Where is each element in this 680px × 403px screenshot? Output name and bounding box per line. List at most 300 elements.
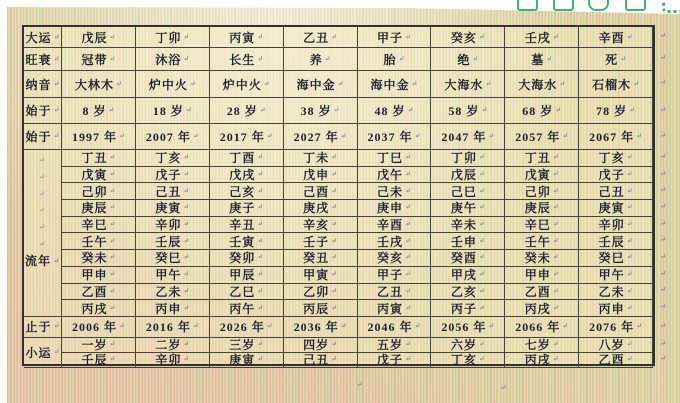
cell-xiaoyun-ganzhi-c8-text: 乙酉 [598, 353, 625, 368]
cell-liunian-c2-r7-text: 癸巳 [155, 251, 182, 266]
cell-liunian-c6-r6 [431, 233, 505, 250]
cell-liunian-c2-r2-text: 戊子 [155, 168, 182, 183]
cell-liunian-c8-r9 [579, 284, 653, 301]
cell-liunian-c5-r4-text: 庚申 [376, 201, 403, 216]
row-label-dayun [24, 27, 62, 48]
cell-dayun-c7 [505, 27, 579, 48]
cell-liunian-c8-r1 [579, 150, 653, 167]
paragraph-mark: ↵ [659, 185, 667, 195]
cell-xiaoyun-age-c7 [505, 338, 579, 353]
cell-nayin-c3 [210, 71, 284, 98]
cell-liunian-c4-r8-text: 甲寅 [303, 268, 330, 283]
paragraph-mark: ↵ [659, 168, 667, 178]
cell-liunian-c2-r4-text: 庚寅 [155, 201, 182, 216]
cell-liunian-c6-r4 [431, 200, 505, 217]
paragraph-mark: ↵ [659, 268, 667, 278]
cell-nayin-c1 [62, 71, 136, 98]
cell-wangshuai-c5 [358, 48, 432, 71]
cell-liunian-c8-r10 [579, 300, 653, 317]
cell-nayin-c8-text: 石榴木 [592, 77, 632, 92]
row-label-start-age-text: 始于 [25, 104, 52, 118]
row-label-nayin-text: 纳音 [25, 77, 52, 92]
cell-liunian-c4-r10 [284, 300, 358, 317]
cell-liunian-c4-r9-text: 乙卯 [303, 284, 330, 299]
row-label-wangshuai [24, 48, 62, 71]
cell-xiaoyun-ganzhi-c8 [579, 353, 653, 368]
paragraph-mark: ↵ [659, 201, 667, 211]
cell-xiaoyun-age-c6 [431, 338, 505, 353]
cell-liunian-c6-r3-text: 己巳 [450, 184, 477, 199]
cell-liunian-c6-r9-text: 乙亥 [450, 284, 477, 299]
cell-liunian-c1-r7 [62, 250, 136, 267]
cell-liunian-c3-r7-text: 癸卯 [229, 251, 256, 266]
paragraph-mark: ↵ [356, 380, 363, 389]
cell-liunian-c3-r6-text: 壬寅 [229, 234, 256, 249]
cell-liunian-c6-r10 [431, 300, 505, 317]
cell-xiaoyun-age-c1 [62, 338, 136, 353]
paragraph-mark: ↵ [659, 104, 667, 114]
cell-wangshuai-c1 [62, 48, 136, 71]
cell-liunian-c5-r9 [358, 284, 432, 301]
cell-liunian-c7-r8 [505, 267, 579, 284]
cell-nayin-c8 [579, 71, 653, 98]
cell-liunian-c6-r1 [431, 150, 505, 167]
save-icon[interactable] [517, 0, 538, 11]
cell-wangshuai-c3-text: 长生 [229, 52, 256, 67]
cell-end-year-c2-text: 2016 年 [145, 320, 191, 335]
cell-start-year-c3-text: 2017 年 [219, 130, 265, 144]
cell-start-age-c6-text: 58 岁 [448, 104, 480, 118]
cell-liunian-c3-r1-text: 丁酉 [229, 151, 256, 166]
cell-end-year-c3-text: 2026 年 [219, 320, 265, 335]
cell-start-year-c4-text: 2027 年 [293, 130, 339, 144]
cell-liunian-c8-r10-text: 丙申 [598, 301, 625, 316]
cell-wangshuai-c5-text: 胎 [383, 52, 397, 67]
cell-nayin-c2-text: 炉中火 [148, 77, 188, 92]
cell-liunian-c8-r7 [579, 250, 653, 267]
cell-liunian-c2-r1 [136, 150, 210, 167]
cell-nayin-c7-text: 大海水 [518, 77, 558, 92]
cell-liunian-c4-r1 [284, 150, 358, 167]
cell-dayun-c3-text: 丙寅 [229, 30, 256, 45]
share-icon[interactable] [625, 0, 646, 11]
cell-liunian-c1-r5-text: 辛巳 [81, 218, 108, 233]
paragraph-mark: ↵ [659, 320, 667, 330]
cell-xiaoyun-age-c5 [358, 338, 432, 353]
cell-xiaoyun-age-c8 [579, 338, 653, 353]
cell-xiaoyun-age-c4-text: 四岁 [303, 338, 330, 353]
paragraph-mark: ↵ [659, 53, 667, 62]
cell-liunian-c1-r10 [62, 300, 136, 317]
cell-liunian-c5-r2 [358, 167, 432, 184]
cell-dayun-c6-text: 癸亥 [450, 30, 477, 45]
cell-liunian-c6-r4-text: 庚午 [450, 201, 477, 216]
paragraph-mark: ↵ [659, 218, 667, 228]
cell-wangshuai-c8 [579, 48, 653, 71]
cell-liunian-c1-r2-text: 戊寅 [81, 168, 108, 183]
cell-liunian-c4-r5 [284, 217, 358, 234]
cell-liunian-c3-r2 [210, 167, 284, 184]
cell-liunian-c6-r7-text: 癸酉 [450, 251, 477, 266]
cell-liunian-c5-r10-text: 丙寅 [376, 301, 403, 316]
cell-liunian-c1-r4-text: 庚辰 [81, 201, 108, 216]
cell-liunian-c2-r4 [136, 200, 210, 217]
cell-liunian-c7-r10 [505, 300, 579, 317]
cell-liunian-c3-r7 [210, 250, 284, 267]
cell-nayin-c6 [431, 71, 505, 98]
cell-end-year-c5-text: 2046 年 [367, 320, 413, 335]
cell-start-year-c1 [62, 124, 136, 150]
cell-liunian-c4-r2 [284, 167, 358, 184]
cell-liunian-c4-r8 [284, 267, 358, 284]
cell-liunian-c7-r4-text: 庚辰 [524, 201, 551, 216]
cell-liunian-c5-r8 [358, 267, 432, 284]
cell-start-year-c5-text: 2037 年 [367, 130, 413, 144]
cell-liunian-c8-r2-text: 戊子 [598, 168, 625, 183]
cell-xiaoyun-age-c3 [210, 338, 284, 353]
cell-start-age-c6 [431, 98, 505, 124]
cell-liunian-c8-r4-text: 庚寅 [598, 201, 625, 216]
cell-liunian-c3-r4 [210, 200, 284, 217]
settings-icon[interactable] [662, 0, 680, 13]
cell-liunian-c4-r2-text: 戊申 [303, 168, 330, 183]
cell-nayin-c7 [505, 71, 579, 98]
cell-liunian-c7-r1-text: 丁丑 [524, 151, 551, 166]
cell-start-year-c5 [358, 124, 432, 150]
cell-liunian-c6-r10-text: 丙子 [450, 301, 477, 316]
cell-end-year-c2 [136, 317, 210, 338]
cell-liunian-c5-r5 [358, 217, 432, 234]
cell-liunian-c2-r9 [136, 284, 210, 301]
row-end-marks [657, 25, 669, 366]
cell-dayun-c5-text: 甲子 [376, 30, 403, 45]
bazi-table [22, 25, 655, 366]
cell-dayun-c1 [62, 27, 136, 48]
cell-dayun-c2-text: 丁卯 [155, 30, 182, 45]
cell-end-year-c7-text: 2066 年 [515, 320, 561, 335]
row-label-nayin [24, 71, 62, 98]
cell-liunian-c7-r2 [505, 167, 579, 184]
paragraph-mark: ↵ [659, 78, 667, 87]
cell-liunian-c8-r3 [579, 183, 653, 200]
cell-xiaoyun-age-c2-text: 二岁 [155, 338, 182, 353]
paragraph-mark: ↵ [659, 302, 667, 312]
cell-liunian-c7-r3 [505, 183, 579, 200]
cell-liunian-c7-r7 [505, 250, 579, 267]
cell-dayun-c3 [210, 27, 284, 48]
cell-liunian-c5-r7-text: 癸亥 [376, 251, 403, 266]
cell-wangshuai-c7-text: 墓 [531, 52, 545, 67]
cell-nayin-c6-text: 大海水 [444, 77, 484, 92]
cell-liunian-c6-r8 [431, 267, 505, 284]
cell-end-year-c3 [210, 317, 284, 338]
cell-liunian-c5-r3 [358, 183, 432, 200]
cell-start-age-c8 [579, 98, 653, 124]
cell-liunian-c3-r9 [210, 284, 284, 301]
cell-liunian-c1-r3 [62, 183, 136, 200]
cell-liunian-c2-r3 [136, 183, 210, 200]
cell-end-year-c8 [579, 317, 653, 338]
cell-liunian-c7-r9 [505, 284, 579, 301]
cell-end-year-c5 [358, 317, 432, 338]
cell-xiaoyun-ganzhi-c3-text: 庚寅 [229, 353, 256, 368]
row-label-start-year-text: 始于 [25, 130, 52, 144]
cell-liunian-c5-r8-text: 甲子 [376, 268, 403, 283]
cell-liunian-c7-r4 [505, 200, 579, 217]
cell-end-year-c6 [431, 317, 505, 338]
cell-liunian-c2-r3-text: 己丑 [155, 184, 182, 199]
cell-wangshuai-c4 [284, 48, 358, 71]
cell-liunian-c8-r6-text: 壬辰 [598, 234, 625, 249]
paragraph-mark: ↵ [659, 251, 667, 261]
cell-nayin-c3-text: 炉中火 [222, 77, 262, 92]
cell-liunian-c8-r4 [579, 200, 653, 217]
cell-liunian-c1-r9 [62, 284, 136, 301]
cell-liunian-c6-r9 [431, 284, 505, 301]
cell-liunian-c5-r6-text: 壬戌 [376, 234, 403, 249]
cell-end-year-c4 [284, 317, 358, 338]
cell-start-year-c6 [431, 124, 505, 150]
paragraph-mark: ↵ [659, 151, 667, 161]
cell-xiaoyun-age-c7-text: 七岁 [524, 338, 551, 353]
cell-start-age-c2 [136, 98, 210, 124]
cell-start-year-c2-text: 2007 年 [145, 130, 191, 144]
paragraph-mark: ↵ [659, 353, 667, 363]
cell-liunian-c5-r4 [358, 200, 432, 217]
cell-liunian-c7-r5-text: 辛巳 [524, 218, 551, 233]
cell-liunian-c3-r2-text: 戊戌 [229, 168, 256, 183]
cell-liunian-c4-r6 [284, 233, 358, 250]
cell-liunian-c4-r9 [284, 284, 358, 301]
cell-liunian-c2-r9-text: 乙未 [155, 284, 182, 299]
cell-start-age-c1-text: 8 岁 [82, 104, 107, 118]
cell-liunian-c1-r3-text: 己卯 [81, 184, 108, 199]
cell-liunian-c7-r3-text: 己卯 [524, 184, 551, 199]
cell-liunian-c1-r9-text: 乙酉 [81, 284, 108, 299]
cell-xiaoyun-age-c8-text: 八岁 [598, 338, 625, 353]
cell-liunian-c7-r2-text: 戊寅 [524, 168, 551, 183]
row-label-end-year [24, 317, 62, 338]
cell-liunian-c3-r6 [210, 233, 284, 250]
cell-xiaoyun-ganzhi-c1 [62, 353, 136, 368]
cell-liunian-c8-r6 [579, 233, 653, 250]
cell-liunian-c5-r2-text: 戊午 [376, 168, 403, 183]
cell-xiaoyun-age-c3-text: 三岁 [229, 338, 256, 353]
cell-liunian-c7-r10-text: 丙戌 [524, 301, 551, 316]
cell-liunian-c1-r8-text: 甲申 [81, 268, 108, 283]
cell-start-year-c7 [505, 124, 579, 150]
cell-liunian-c4-r5-text: 辛亥 [303, 218, 330, 233]
cell-liunian-c8-r9-text: 乙未 [598, 284, 625, 299]
cell-liunian-c1-r1 [62, 150, 136, 167]
cell-liunian-c2-r6 [136, 233, 210, 250]
cell-liunian-c5-r6 [358, 233, 432, 250]
cell-wangshuai-c4-text: 养 [309, 52, 323, 67]
cell-liunian-c8-r3-text: 己丑 [598, 184, 625, 199]
cell-dayun-c4-text: 乙丑 [303, 30, 330, 45]
cell-xiaoyun-age-c4 [284, 338, 358, 353]
cell-wangshuai-c7 [505, 48, 579, 71]
cell-liunian-c2-r8 [136, 267, 210, 284]
cell-liunian-c5-r10 [358, 300, 432, 317]
cell-liunian-c3-r4-text: 庚子 [229, 201, 256, 216]
cell-nayin-c4 [284, 71, 358, 98]
cell-liunian-c4-r7-text: 癸丑 [303, 251, 330, 266]
page-left-margin [0, 0, 7, 403]
cell-liunian-c8-r5 [579, 217, 653, 234]
cell-xiaoyun-ganzhi-c7-text: 丙戌 [524, 353, 551, 368]
cell-start-age-c4 [284, 98, 358, 124]
open-icon[interactable] [553, 0, 574, 11]
cell-end-year-c7 [505, 317, 579, 338]
row-label-start-year [24, 124, 62, 150]
paragraph-mark: ↵ [39, 223, 46, 232]
cell-start-year-c2 [136, 124, 210, 150]
cell-end-year-c1-text: 2006 年 [71, 320, 117, 335]
cell-xiaoyun-ganzhi-c4 [284, 353, 358, 368]
cell-liunian-c8-r2 [579, 167, 653, 184]
cell-liunian-c3-r8-text: 甲辰 [229, 268, 256, 283]
row-label-wangshuai-text: 旺衰 [25, 52, 52, 67]
cell-liunian-c5-r1 [358, 150, 432, 167]
cell-liunian-c6-r5 [431, 217, 505, 234]
cell-liunian-c8-r7-text: 癸巳 [598, 251, 625, 266]
cell-liunian-c3-r10 [210, 300, 284, 317]
cell-nayin-c5 [358, 71, 432, 98]
cell-liunian-c1-r2 [62, 167, 136, 184]
cell-start-age-c3-text: 28 岁 [226, 104, 258, 118]
cell-dayun-c7-text: 壬戌 [524, 30, 551, 45]
cell-liunian-c1-r10-text: 丙戌 [81, 301, 108, 316]
cell-liunian-c2-r10-text: 丙申 [155, 301, 182, 316]
cell-nayin-c5-text: 海中金 [370, 77, 410, 92]
cell-dayun-c8 [579, 27, 653, 48]
cell-liunian-c4-r1-text: 丁未 [303, 151, 330, 166]
cell-xiaoyun-age-c6-text: 六岁 [450, 338, 477, 353]
cell-liunian-c7-r6-text: 壬午 [524, 234, 551, 249]
cell-start-age-c1 [62, 98, 136, 124]
cell-liunian-c3-r3-text: 己亥 [229, 184, 256, 199]
cell-start-year-c8 [579, 124, 653, 150]
cell-liunian-c1-r1-text: 丁丑 [81, 151, 108, 166]
cell-liunian-c3-r8 [210, 267, 284, 284]
cell-start-age-c8-text: 78 岁 [596, 104, 628, 118]
cell-xiaoyun-ganzhi-c2 [136, 353, 210, 368]
cell-xiaoyun-ganzhi-c6-text: 丁亥 [450, 353, 477, 368]
cell-liunian-c2-r5 [136, 217, 210, 234]
cell-start-year-c1-text: 1997 年 [71, 130, 117, 144]
cell-dayun-c2 [136, 27, 210, 48]
cell-start-year-c6-text: 2047 年 [441, 130, 487, 144]
cell-liunian-c8-r5-text: 辛卯 [598, 218, 625, 233]
toolbar [0, 0, 680, 10]
cell-liunian-c2-r10 [136, 300, 210, 317]
row-label-liunian [24, 150, 62, 317]
cell-liunian-c6-r7 [431, 250, 505, 267]
cell-dayun-c4 [284, 27, 358, 48]
cell-liunian-c4-r10-text: 丙辰 [303, 301, 330, 316]
paragraph-mark: ↵ [659, 130, 667, 140]
cell-xiaoyun-ganzhi-c5 [358, 353, 432, 368]
cell-liunian-c4-r7 [284, 250, 358, 267]
cell-end-year-c4-text: 2036 年 [293, 320, 339, 335]
cell-liunian-c5-r7 [358, 250, 432, 267]
cell-liunian-c5-r9-text: 乙丑 [376, 284, 403, 299]
cell-liunian-c5-r3-text: 己未 [376, 184, 403, 199]
cell-liunian-c1-r4 [62, 200, 136, 217]
row-label-xiaoyun-text: 小运 [25, 345, 52, 360]
cell-liunian-c4-r4 [284, 200, 358, 217]
cell-xiaoyun-age-c5-text: 五岁 [376, 338, 403, 353]
paragraph-mark: ↵ [659, 285, 667, 295]
cell-liunian-c8-r8-text: 甲午 [598, 268, 625, 283]
cell-liunian-c7-r5 [505, 217, 579, 234]
cell-liunian-c4-r6-text: 壬子 [303, 234, 330, 249]
cell-start-age-c7-text: 68 岁 [522, 104, 554, 118]
cell-start-year-c8-text: 2067 年 [589, 130, 635, 144]
download-icon[interactable] [588, 0, 609, 11]
cell-wangshuai-c8-text: 死 [605, 52, 619, 67]
cell-start-age-c2-text: 18 岁 [152, 104, 184, 118]
cell-wangshuai-c6 [431, 48, 505, 71]
cell-liunian-c4-r4-text: 庚戌 [303, 201, 330, 216]
cell-liunian-c3-r10-text: 丙午 [229, 301, 256, 316]
cell-liunian-c6-r1-text: 丁卯 [450, 151, 477, 166]
cell-start-age-c4-text: 38 岁 [300, 104, 332, 118]
cell-liunian-c4-r3-text: 己酉 [303, 184, 330, 199]
cell-liunian-c7-r7-text: 癸未 [524, 251, 551, 266]
cell-dayun-c1-text: 戊辰 [81, 30, 108, 45]
cell-start-age-c5-text: 48 岁 [374, 104, 406, 118]
row-label-dayun-text: 大运 [25, 30, 52, 45]
cell-xiaoyun-ganzhi-c6 [431, 353, 505, 368]
cell-liunian-c2-r5-text: 辛卯 [155, 218, 182, 233]
row-label-xiaoyun [24, 338, 62, 368]
cell-liunian-c1-r7-text: 癸未 [81, 251, 108, 266]
paragraph-mark: ↵ [659, 338, 667, 348]
cell-liunian-c1-r6-text: 壬午 [81, 234, 108, 249]
cell-liunian-c6-r2 [431, 167, 505, 184]
cell-dayun-c5 [358, 27, 432, 48]
cell-liunian-c5-r5-text: 辛酉 [376, 218, 403, 233]
paragraph-mark: ↵ [659, 31, 667, 40]
paragraph-mark: ↵ [659, 235, 667, 245]
cell-liunian-c3-r5-text: 辛丑 [229, 218, 256, 233]
paragraph-mark: ↵ [39, 206, 46, 215]
paragraph-mark: ↵ [39, 239, 46, 248]
cell-start-year-c4 [284, 124, 358, 150]
cell-liunian-c3-r3 [210, 183, 284, 200]
cell-end-year-c6-text: 2056 年 [441, 320, 487, 335]
cell-dayun-c6 [431, 27, 505, 48]
cell-xiaoyun-age-c1-text: 一岁 [81, 338, 108, 353]
cell-liunian-c6-r5-text: 辛未 [450, 218, 477, 233]
cell-liunian-c7-r8-text: 甲申 [524, 268, 551, 283]
row-label-start-age [24, 98, 62, 124]
cell-liunian-c8-r8 [579, 267, 653, 284]
cell-liunian-c4-r3 [284, 183, 358, 200]
cell-liunian-c3-r5 [210, 217, 284, 234]
paragraph-mark: ↵ [39, 173, 46, 182]
cell-wangshuai-c6-text: 绝 [457, 52, 471, 67]
cell-xiaoyun-ganzhi-c3 [210, 353, 284, 368]
cell-end-year-c1 [62, 317, 136, 338]
cell-liunian-c1-r5 [62, 217, 136, 234]
cell-xiaoyun-ganzhi-c7 [505, 353, 579, 368]
paragraph-mark: ↵ [39, 189, 46, 198]
cell-liunian-c6-r8-text: 甲戌 [450, 268, 477, 283]
cell-wangshuai-c2 [136, 48, 210, 71]
